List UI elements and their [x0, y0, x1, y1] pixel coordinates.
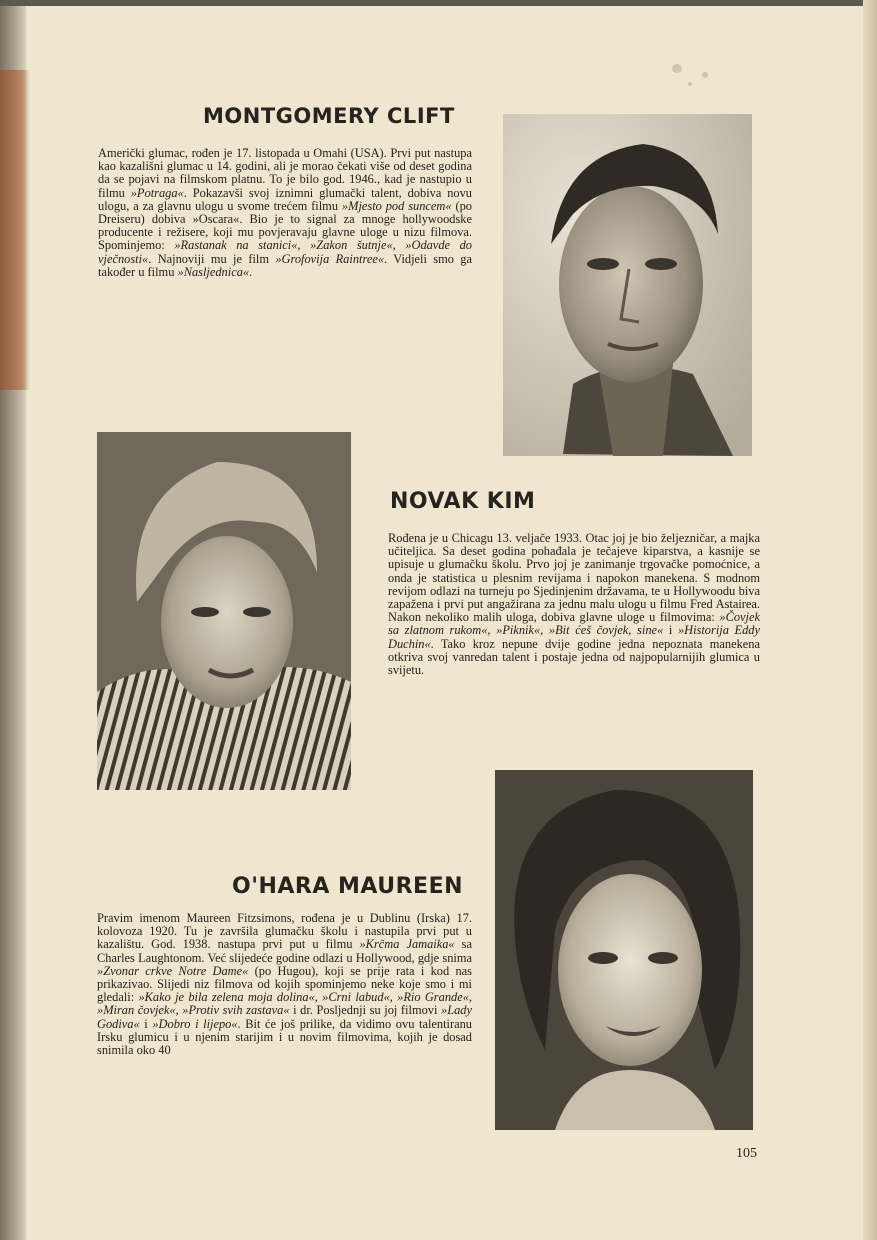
article-title-montgomery-clift: MONTGOMERY CLIFT [203, 104, 455, 128]
body-text: . Tako kroz nepune dvije godine jedna nepoznata manekena otkriva svoj vanredan talent i postaje jedna od najpopularnijih glumica u svijetu. [388, 636, 760, 678]
film-title-text: »Čovjek sa zlatnom rukom«, »Piknik«, »Bit ćeš čovjek, sine« [388, 610, 760, 638]
portrait-photo-ohara-maureen [495, 770, 753, 1130]
article-body-ohara-maureen [97, 912, 472, 1057]
body-text: . Pokazavši svoj iznimni glumački talent, dobiva novu ulogu, a za glavnu ulogu u svome trećem filmu [98, 185, 472, 213]
page-top-edge [0, 0, 877, 6]
body-text: i dr. Posljednji su joj filmovi [289, 1003, 442, 1018]
paper-speck [688, 82, 692, 86]
film-title-text: »Krčma Jamaika« [359, 937, 455, 952]
article-body-montgomery-clift [98, 147, 472, 279]
film-title-text: »Kako je bila zelena moja dolina«, »Crni labud«, »Rio Grande«, »Miran čovjek«, »Protiv svih zastava« [97, 990, 472, 1018]
body-text: Rođena je u Chicagu 13. veljače 1933. Otac joj je bio željezničar, a majka učiteljica. Sa deset godina pohađala je tečajeve kiparstva, a kasnije se upisuje u glumačku školu. Prvo joj je zanimanje trgovačke pomoćnice, a onda je statistica u plesnim revijama i napokon manekena. S modnom revijom odlazi na turneju po Sjedinjenim državama, te u Hollywoodu biva zapažena i prvi put angažirana za jednu malu ulogu u filmu Fred Astairea. Nakon nekoliko malih uloga, dobiva glavne uloge u filmovima: [388, 531, 760, 625]
body-text: . [249, 264, 253, 279]
body-text: Pravim imenom Maureen Fitzsimons, rođena je u Dublinu (Irska) 17. kolovoza 1920. Tu je završila glumačku školu i nastupila prvi put u kazalištu. God. 1938. nastupa prvi put u filmu [97, 911, 472, 952]
film-title-text: »Mjesto pod suncem« [341, 198, 452, 213]
article-title-ohara-maureen: O'HARA MAUREEN [232, 874, 464, 899]
page-number: 105 [736, 1146, 757, 1161]
article-title-novak-kim: NOVAK KIM [390, 489, 536, 514]
article-body-novak-kim [388, 532, 760, 677]
body-text: (po Dreiseru) dobiva »Oscara«. Bio je to signal za mnoge hollywoodske producente i režisere, koji mu povjeravaju glavne uloge u nizu filmova. Spominjemo: [98, 198, 472, 253]
binding-stain [0, 70, 30, 390]
body-text: i [139, 1016, 153, 1031]
body-text: Američki glumac, rođen je 17. listopada u Omahi (USA). Prvi put nastupa kao kazališni glumac u 14. godini, ali je morao čekati više od deset godina da se pojavi na filmskom platnu. To je bilo god. 1946., kad je nastupio u filmu [98, 146, 472, 200]
body-text: (po Hugou), koji se prije rata i kod nas prikazivao. Slijedi niz filmova od kojih spominjemo neke koje smo i mi gledali: [97, 963, 472, 1005]
body-text: sa Charles Laughtonom. Već slijedeće godine odlazi u Hollywood, gdje snima [97, 937, 472, 965]
film-title-text: »Historija Eddy Duchin« [388, 623, 761, 651]
film-title-text: »Zvonar crkve Notre Dame« [97, 963, 249, 978]
body-text: . Bit će još prilike, da vidimo ovu talentiranu Irsku glumicu i u njenim starijim i u novim filmovima, kojih je dosad snimila oko 40 [97, 1016, 472, 1058]
paper-speck [702, 72, 708, 78]
paper-speck [672, 64, 682, 73]
body-text: . Vidjeli smo ga također u filmu [98, 251, 472, 279]
film-title-text: »Lady Godiva« [97, 1003, 472, 1031]
portrait-photo-montgomery-clift [503, 114, 752, 456]
portrait-photo-novak-kim [97, 432, 351, 790]
film-title-text: »Nasljednica« [177, 264, 250, 279]
film-title-text: »Rastanak na stanici«, »Zakon šutnje«, »Odavde do vječnosti« [98, 238, 472, 266]
film-title-text: »Dobro i lijepo« [152, 1016, 238, 1031]
film-title-text: »Potraga« [130, 185, 184, 200]
film-title-text: »Grofovija Raintree« [275, 251, 385, 266]
page-right-edge [863, 0, 877, 1240]
body-text: i [663, 623, 678, 638]
body-text: . Najnoviji mu je film [148, 251, 276, 266]
